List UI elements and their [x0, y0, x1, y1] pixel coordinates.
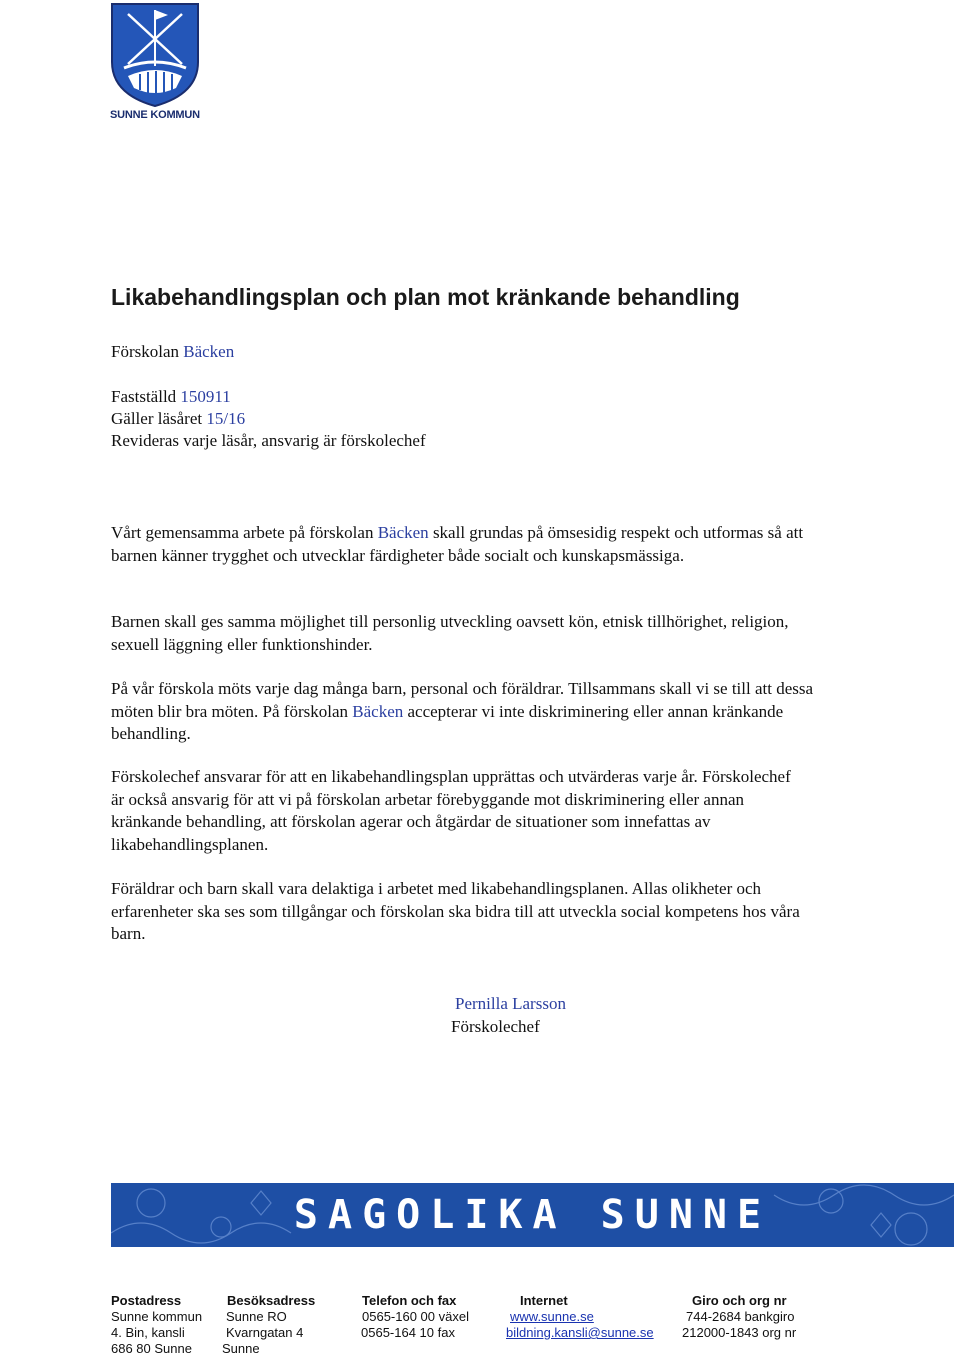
established-line: [111, 386, 231, 408]
footer-website-link[interactable]: www.sunne.se: [510, 1309, 594, 1324]
footer-telefon-line-2: 0565-164 10 fax: [361, 1325, 455, 1340]
paragraph-1: [111, 522, 831, 567]
paragraph-1-school: Bäcken: [377, 523, 429, 542]
footer-besoksadress-line-2: Kvarngatan 4: [226, 1325, 304, 1340]
footer-besoksadress-line-3: Sunne: [222, 1341, 260, 1356]
valid-line: [111, 408, 245, 430]
paragraph-3: [111, 678, 831, 746]
footer-besoksadress-line-1: Sunne RO: [226, 1309, 287, 1324]
footer-email-link[interactable]: bildning.kansli@sunne.se: [506, 1325, 654, 1340]
paragraph-1-text-a: Vårt gemensamma arbete på förskolan: [111, 523, 374, 542]
footer-postadress-line-2: 4. Bin, kansli: [111, 1325, 185, 1340]
footer-header-telefon: Telefon och fax: [362, 1293, 457, 1308]
footer-telefon-line-1: 0565-160 00 växel: [362, 1309, 469, 1324]
signature-role: Förskolechef: [451, 1017, 540, 1036]
footer-header-postadress: Postadress: [111, 1293, 182, 1308]
paragraph-3-text-b: accepterar vi inte diskriminering eller annan kränkande behandling.: [111, 701, 784, 743]
paragraph-3-text-a: På vår förskola möts varje dag många barn, personal och föräldrar. Tillsammans skall vi se till att dessa möten blir bra möten. På förskolan: [111, 679, 814, 721]
logo-text: SUNNE KOMMUN: [110, 109, 200, 121]
document-title: Likabehandlingsplan och plan mot kränkande behandling: [111, 284, 740, 310]
valid-label: Gäller läsåret: [111, 409, 203, 428]
footer-giro-line-2: 212000-1843 org nr: [682, 1325, 797, 1340]
paragraph-1-text-b: skall grundas på ömsesidig respekt och utformas så att barnen känner trygghet och utvecklar färdigheter både socialt och kunskapsmässiga.: [111, 523, 804, 565]
footer-giro-line-1: 744-2684 bankgiro: [686, 1309, 795, 1324]
coat-of-arms-icon: [110, 2, 200, 108]
sagolika-sunne-banner: [111, 1183, 954, 1247]
paragraph-2: Barnen skall ges samma möjlighet till personlig utveckling oavsett kön, etnisk tillhörighet, religion, sexuell läggning eller funktionshinder.: [111, 612, 789, 654]
signature-name: Pernilla Larsson: [455, 994, 566, 1013]
paragraph-5: Föräldrar och barn skall vara delaktiga i arbetet med likabehandlingsplanen. Allas olikheter och erfarenheter ska ses som tillgångar och förskolan ska bidra till att utveckla social kompetens hos våra barn.: [111, 879, 800, 943]
school-prefix: Förskolan: [111, 342, 179, 361]
footer-header-internet: Internet: [520, 1293, 568, 1308]
paragraph-3-school: Bäcken: [352, 701, 404, 721]
footer-postadress-line-3: 686 80 Sunne: [111, 1341, 192, 1356]
footer-postadress-line-1: Sunne kommun: [111, 1309, 203, 1324]
footer-header-besoksadress: Besöksadress: [227, 1293, 316, 1308]
valid-value: 15/16: [206, 409, 246, 428]
established-label: Fastställd: [111, 387, 177, 406]
banner-text: SAGOLIKA SUNNE: [293, 1192, 772, 1238]
municipality-logo: [110, 2, 200, 126]
school-line: [111, 341, 234, 363]
established-value: 150911: [180, 387, 231, 406]
school-name: Bäcken: [183, 342, 235, 361]
revision-note: Revideras varje läsår, ansvarig är förskolechef: [111, 431, 426, 450]
footer-header-giro: Giro och org nr: [692, 1293, 787, 1308]
paragraph-4: Förskolechef ansvarar för att en likabehandlingsplan upprättas och utvärderas varje år. Förskolechef är också ansvarig för att vi på förskolan arbetar förebyggande mot diskriminering eller annan kränkande behandling, att förskolan agerar och åtgärdar de situationer som innefattas av likabehandlingsplanen.: [111, 767, 791, 854]
